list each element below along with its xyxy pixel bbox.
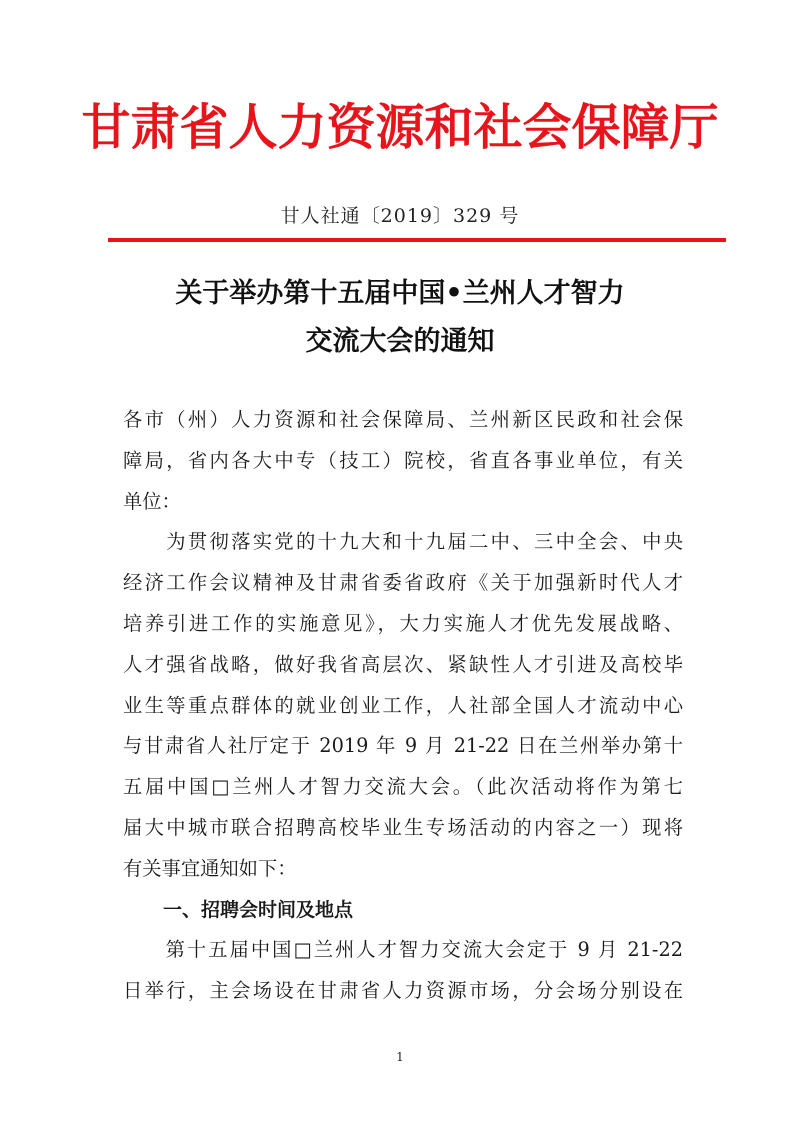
- text-line: 第十五届中国□兰州人才智力交流大会定于 9 月 21-22: [123, 938, 683, 962]
- document-number: 甘人社通〔2019〕329 号: [280, 205, 520, 227]
- page-number: 1: [396, 1050, 404, 1064]
- text-line: 业生等重点群体的就业创业工作，人社部全国人才流动中心: [123, 693, 683, 717]
- document-body: [123, 400, 683, 1012]
- text-line: 经济工作会议精神及甘肃省委省政府《关于加强新时代人才: [123, 571, 683, 595]
- paragraph: [123, 522, 683, 889]
- red-divider-line: [108, 238, 726, 242]
- text-line: 日举行，主会场设在甘肃省人力资源市场，分会场分别设在: [123, 979, 683, 1003]
- text-line: 单位：: [123, 489, 181, 513]
- paragraph: [123, 930, 683, 1012]
- issuing-authority-masthead: 甘肃省人力资源和社会保障厅: [81, 99, 719, 156]
- title-line: 交流大会的通知: [305, 326, 495, 357]
- document-title: [0, 270, 800, 366]
- text-line: 各市（州）人力资源和社会保障局、兰州新区民政和社会保: [123, 408, 683, 431]
- title-line: 关于举办第十五届中国•兰州人才智力: [175, 278, 625, 309]
- addressee-block: [123, 400, 683, 522]
- text-line: 障局，省内各大中专（技工）院校，省直各事业单位，有关: [123, 448, 683, 472]
- text-line: 有关事宜通知如下：: [123, 856, 297, 880]
- text-line: 人才强省战略，做好我省高层次、紧缺性人才引进及高校毕: [123, 652, 683, 676]
- section-heading: 一、招聘会时间及地点: [163, 898, 354, 921]
- text-line: 届大中城市联合招聘高校毕业生专场活动的内容之一）现将: [123, 815, 683, 839]
- text-line: 培养引进工作的实施意见》，大力实施人才优先发展战略、: [123, 611, 683, 635]
- text-line: 与甘肃省人社厅定于 2019 年 9 月 21-22 日在兰州举办第十: [123, 734, 683, 758]
- text-line: 为贯彻落实党的十九大和十九届二中、三中全会、中央: [123, 530, 683, 554]
- text-line: 五届中国□兰州人才智力交流大会。（此次活动将作为第七: [123, 775, 683, 799]
